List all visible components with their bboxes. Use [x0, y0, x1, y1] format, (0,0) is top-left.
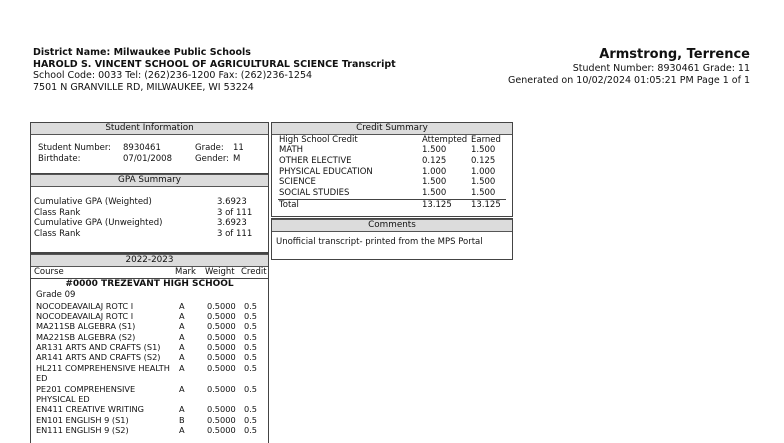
course-row [31, 301, 268, 311]
course-credit: 0.5 [244, 300, 258, 311]
panel-title: Credit Summary [272, 123, 512, 135]
credit-row [272, 156, 512, 167]
student-header [508, 47, 750, 86]
total-attempted: 13.125 [422, 199, 452, 210]
panel-title: Comments [272, 219, 512, 232]
credit-earned: 1.000 [471, 166, 496, 177]
credit-earned: 1.500 [471, 188, 496, 199]
total-earned: 13.125 [471, 199, 501, 210]
gpa-value: 3.6923 [217, 197, 247, 207]
credit-earned: 1.500 [471, 177, 496, 188]
gpa-value: 3 of 111 [217, 207, 253, 218]
school-year-panel [30, 253, 269, 443]
course-mark: A [179, 310, 185, 321]
credit-subject: OTHER ELECTIVE [279, 155, 352, 166]
course-name: EN101 ENGLISH 9 (S1) [36, 414, 129, 425]
course-name: HL211 COMPREHENSIVE HEALTH ED [36, 362, 170, 384]
gender-label: Gender: [195, 153, 230, 164]
course-row [31, 363, 268, 384]
grade-level-label: Grade 09 [36, 289, 76, 300]
credit-attempted: 1.500 [422, 188, 447, 199]
course-row [31, 384, 268, 405]
course-credit: 0.5 [244, 383, 258, 394]
district-name: District Name: Milwaukee Public Schools [33, 47, 251, 58]
mark-column-header: Mark [175, 267, 196, 277]
birthdate-value: 07/01/2008 [123, 153, 172, 164]
course-row [31, 311, 268, 321]
course-mark: A [179, 362, 185, 373]
gpa-label: Cumulative GPA (Unweighted) [34, 218, 163, 228]
grade-label: Grade: [195, 143, 224, 153]
course-name: AR131 ARTS AND CRAFTS (S1) [36, 342, 161, 353]
course-mark: B [179, 414, 185, 425]
course-mark: A [179, 300, 185, 311]
course-mark: A [179, 425, 185, 436]
gpa-summary-panel [30, 173, 269, 253]
school-header [33, 47, 396, 93]
course-credit: 0.5 [244, 404, 258, 415]
comment-text: Unofficial transcript- printed from the MPS Portal [276, 237, 483, 247]
course-name: MA221SB ALGEBRA (S2) [36, 331, 136, 342]
course-name: AR141 ARTS AND CRAFTS (S2) [36, 352, 161, 363]
course-mark: A [179, 331, 185, 342]
student-number-grade: Student Number: 8930461 Grade: 11 [572, 63, 750, 74]
course-weight: 0.5000 [207, 425, 236, 436]
credit-row [272, 188, 512, 199]
weight-column-header: Weight [205, 267, 235, 277]
gpa-label: Class Rank [34, 207, 81, 218]
gender-value: M [233, 153, 241, 164]
credit-row [272, 145, 512, 156]
course-weight: 0.5000 [207, 352, 236, 363]
credit-row [272, 167, 512, 178]
course-weight: 0.5000 [207, 300, 236, 311]
course-credit: 0.5 [244, 310, 258, 321]
credit-earned: 0.125 [471, 155, 496, 166]
school-address: 7501 N GRANVILLE RD, MILWAUKEE, WI 53224 [33, 81, 254, 93]
school-contact: School Code: 0033 Tel: (262)236-1200 Fax: (262)236-1254 [33, 70, 313, 81]
course-name: EN411 CREATIVE WRITING [36, 404, 144, 415]
course-name: NOCODEAVAILAJ ROTC I [36, 300, 134, 311]
course-weight: 0.5000 [207, 321, 236, 332]
course-mark: A [179, 321, 185, 332]
course-weight: 0.5000 [207, 331, 236, 342]
course-row [31, 425, 268, 435]
course-weight: 0.5000 [207, 404, 236, 415]
credit-subject: PHYSICAL EDUCATION [279, 166, 373, 177]
course-row [31, 342, 268, 352]
course-credit: 0.5 [244, 331, 258, 342]
course-weight: 0.5000 [207, 414, 236, 425]
school-name: #0000 TREZEVANT HIGH SCHOOL [65, 278, 234, 289]
subject-column-header: High School Credit [279, 135, 358, 145]
course-weight: 0.5000 [207, 310, 236, 321]
course-name: EN111 ENGLISH 9 (S2) [36, 425, 129, 436]
grade-value: 11 [233, 143, 244, 153]
panel-title: GPA Summary [31, 174, 268, 187]
course-name: PE201 COMPREHENSIVE PHYSICAL ED [36, 383, 136, 405]
birthdate-label: Birthdate: [38, 153, 81, 164]
course-credit: 0.5 [244, 321, 258, 332]
student-number-value: 8930461 [123, 143, 161, 153]
course-mark: A [179, 404, 185, 415]
student-name: Armstrong, Terrence [599, 47, 750, 62]
comments-panel [271, 218, 513, 260]
course-weight: 0.5000 [207, 362, 236, 373]
course-row [31, 352, 268, 362]
transcript-title: HAROLD S. VINCENT SCHOOL OF AGRICULTURAL SCIENCE Transcript [33, 58, 396, 70]
gpa-value: 3.6923 [217, 218, 247, 228]
credit-rows [272, 145, 512, 199]
panel-title: Student Information [31, 123, 268, 135]
course-credit: 0.5 [244, 352, 258, 363]
course-name: NOCODEAVAILAJ ROTC I [36, 310, 134, 321]
gpa-value: 3 of 111 [217, 228, 253, 239]
course-row [31, 321, 268, 331]
course-mark: A [179, 383, 185, 394]
year-title: 2022-2023 [31, 254, 268, 267]
credit-summary-panel [271, 122, 513, 217]
credit-earned: 1.500 [471, 145, 496, 155]
generated-info: Generated on 10/02/2024 01:05:21 PM Page 1 of 1 [508, 74, 750, 86]
credit-attempted: 1.000 [422, 166, 447, 177]
course-credit: 0.5 [244, 362, 258, 373]
course-name: MA211SB ALGEBRA (S1) [36, 321, 136, 332]
earned-column-header: Earned [471, 135, 501, 145]
course-list [31, 301, 268, 436]
credit-attempted: 0.125 [422, 155, 447, 166]
credit-column-header: Credit [241, 267, 267, 277]
credit-row [272, 177, 512, 188]
course-credit: 0.5 [244, 425, 258, 436]
course-row [31, 332, 268, 342]
gpa-label: Class Rank [34, 228, 81, 239]
credit-subject: SCIENCE [279, 177, 316, 188]
attempted-column-header: Attempted [422, 135, 468, 145]
credit-attempted: 1.500 [422, 145, 447, 155]
total-label: Total [279, 199, 299, 210]
course-mark: A [179, 342, 185, 353]
course-column-header: Course [34, 267, 64, 277]
course-row [31, 415, 268, 425]
credit-subject: MATH [279, 145, 304, 155]
gpa-label: Cumulative GPA (Weighted) [34, 197, 152, 207]
student-number-label: Student Number: [38, 143, 112, 153]
course-credit: 0.5 [244, 414, 258, 425]
credit-attempted: 1.500 [422, 177, 447, 188]
course-weight: 0.5000 [207, 342, 236, 353]
course-mark: A [179, 352, 185, 363]
student-information-panel [30, 122, 269, 174]
course-credit: 0.5 [244, 342, 258, 353]
credit-subject: SOCIAL STUDIES [279, 188, 350, 199]
course-weight: 0.5000 [207, 383, 236, 394]
course-row [31, 404, 268, 414]
